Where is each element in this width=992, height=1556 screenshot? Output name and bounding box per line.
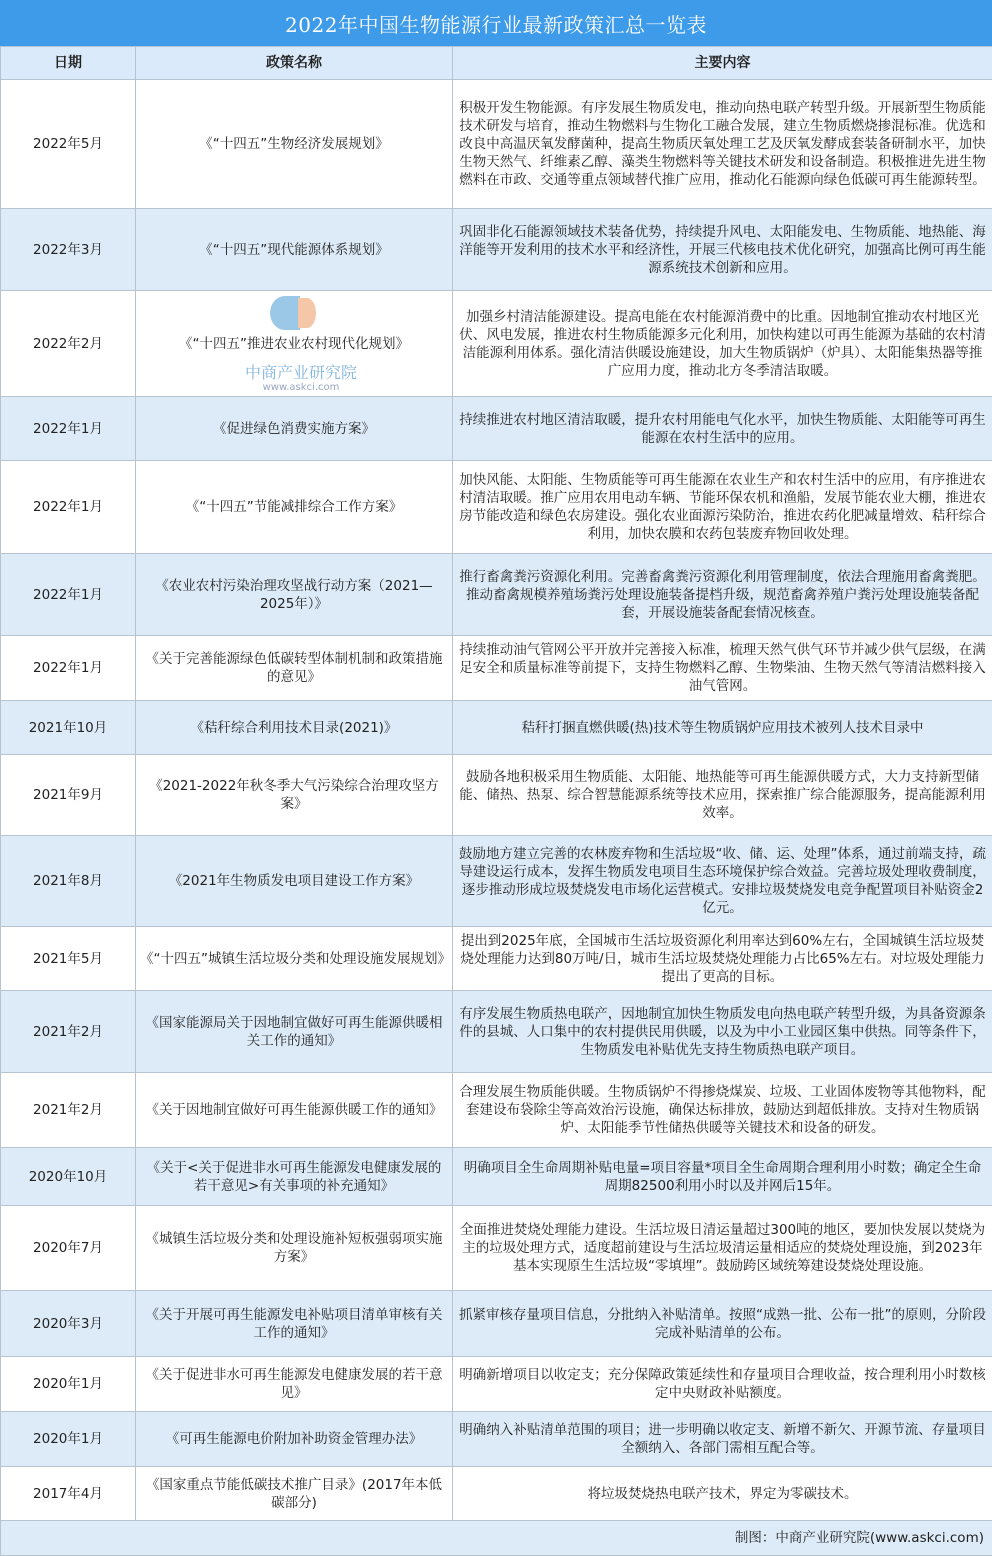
policy-name: 《城镇生活垃圾分类和处理设施补短板强弱项实施方案》	[136, 1206, 453, 1291]
table-row	[1, 209, 992, 291]
policy-content: 将垃圾焚烧热电联产技术，界定为零碳技术。	[453, 1467, 992, 1521]
policy-date: 2020年1月	[1, 1357, 136, 1412]
policy-content: 鼓励地方建立完善的农林废弃物和生活垃圾“收、储、运、处理”体系，通过前端支持，疏导建设运行成本，发挥生物质发电项目生态环境保护综合效益。完善垃圾处理收费制度，逐步推动形成垃圾焚烧发电市场化运营模式。安排垃圾焚烧发电竞争配置项目补贴资金2亿元。	[453, 836, 992, 927]
policy-date: 2022年2月	[1, 291, 136, 397]
policy-name: 《2021-2022年秋冬季大气污染综合治理攻坚方案》	[136, 755, 453, 836]
policy-date: 2020年7月	[1, 1206, 136, 1291]
table-row	[1, 1148, 992, 1206]
table-row	[1, 291, 992, 397]
policy-content: 加快风能、太阳能、生物质能等可再生能源在农业生产和农村生活中的应用，有序推进农村清洁取暖。推广应用农用电动车辆、节能环保农机和渔船，发展节能农业大棚，推进农房节能改造和绿色农房建设。强化农业面源污染防治，推进农药化肥减量增效、秸秆综合利用，加快农膜和农药包装废弃物回收处理。	[453, 461, 992, 554]
policy-content: 抓紧审核存量项目信息，分批纳入补贴清单。按照“成熟一批、公布一批”的原则，分阶段完成补贴清单的公布。	[453, 1291, 992, 1357]
table-row	[1, 1291, 992, 1357]
footer-row	[1, 1521, 992, 1556]
policy-name: 《关于<关于促进非水可再生能源发电健康发展的若干意见>有关事项的补充通知》	[136, 1148, 453, 1206]
policy-date: 2020年3月	[1, 1291, 136, 1357]
policy-content: 持续推动油气管网公平开放并完善接入标准，梳理天然气供气环节并减少供气层级，在满足安全和质量标准等前提下，支持生物燃料乙醇、生物柴油、生物天然气等清洁燃料接入油气管网。	[453, 636, 992, 701]
policy-name: 《国家重点节能低碳技术推广目录》(2017年本低碳部分)	[136, 1467, 453, 1521]
page-title: 2022年中国生物能源行业最新政策汇总一览表	[0, 0, 992, 46]
policy-name: 《国家能源局关于因地制宜做好可再生能源供暖相关工作的通知》	[136, 991, 453, 1073]
source-credit: 制图：中商产业研究院(www.askci.com)	[1, 1521, 992, 1556]
policy-name: 《关于完善能源绿色低碳转型体制机制和政策措施的意见》	[136, 636, 453, 701]
policy-content: 明确新增项目以收定支；充分保障政策延续性和存量项目合理收益，按合理利用小时数核定中央财政补贴额度。	[453, 1357, 992, 1412]
policy-date: 2021年10月	[1, 701, 136, 755]
policy-content: 明确纳入补贴清单范围的项目；进一步明确以收定支、新增不新欠、开源节流、存量项目全额纳入、各部门需相互配合等。	[453, 1412, 992, 1467]
table-row	[1, 636, 992, 701]
policy-table	[0, 46, 992, 1556]
table-row	[1, 755, 992, 836]
policy-content: 有序发展生物质热电联产，因地制宜加快生物质发电向热电联产转型升级，为具备资源条件的县城、人口集中的农村提供民用供暖，以及为中小工业园区集中供热。同等条件下，生物质发电补贴优先支持生物质热电联产项目。	[453, 991, 992, 1073]
table-header-row	[1, 47, 992, 80]
policy-name: 《“十四五”现代能源体系规划》	[136, 209, 453, 291]
policy-content: 持续推进农村地区清洁取暖，提升农村用能电气化水平，加快生物质能、太阳能等可再生能源在农村生活中的应用。	[453, 397, 992, 461]
policy-name: 《关于因地制宜做好可再生能源供暖工作的通知》	[136, 1073, 453, 1148]
policy-content: 合理发展生物质能供暖。生物质锅炉不得掺烧煤炭、垃圾、工业固体废物等其他物料，配套建设布袋除尘等高效治污设施，确保达标排放，鼓励达到超低排放。支持对生物质锅炉、太阳能季节性储热供暖等关键技术和设备的研发。	[453, 1073, 992, 1148]
table-row	[1, 1412, 992, 1467]
policy-date: 2022年1月	[1, 554, 136, 636]
policy-content: 明确项目全生命周期补贴电量=项目容量*项目全生命周期合理利用小时数；确定全生命周期82500利用小时以及并网后15年。	[453, 1148, 992, 1206]
policy-date: 2021年5月	[1, 927, 136, 991]
policy-date: 2022年5月	[1, 80, 136, 209]
policy-content: 鼓励各地积极采用生物质能、太阳能、地热能等可再生能源供暖方式，大力支持新型储能、储热、热泵、综合智慧能源系统等技术应用，探索推广综合能源服务，提高能源利用效率。	[453, 755, 992, 836]
table-row	[1, 461, 992, 554]
table-row	[1, 554, 992, 636]
policy-date: 2022年1月	[1, 397, 136, 461]
policy-name: 《关于促进非水可再生能源发电健康发展的若干意见》	[136, 1357, 453, 1412]
table-row	[1, 1467, 992, 1521]
policy-name: 《“十四五”节能减排综合工作方案》	[136, 461, 453, 554]
table-row	[1, 701, 992, 755]
policy-date: 2021年2月	[1, 991, 136, 1073]
table-row	[1, 1357, 992, 1412]
table-row	[1, 927, 992, 991]
policy-date: 2021年9月	[1, 755, 136, 836]
policy-name: 《可再生能源电价附加补助资金管理办法》	[136, 1412, 453, 1467]
policy-date: 2020年1月	[1, 1412, 136, 1467]
policy-content: 积极开发生物能源。有序发展生物质发电，推动向热电联产转型升级。开展新型生物质能技术研发与培育，推动生物燃料与生物化工融合发展，建立生物质燃烧掺混标准。优选和改良中高温厌氧发酵菌种，提高生物质厌氧处理工艺及厌氧发酵成套装备研制水平，加快生物天然气、纤维素乙醇、藻类生物燃料等关键技术研发和设备制造。积极推进先进生物燃料在市政、交通等重点领域替代推广应用，推动化石能源向绿色低碳可再生能源转型。	[453, 80, 992, 209]
policy-content: 加强乡村清洁能源建设。提高电能在农村能源消费中的比重。因地制宜推动农村地区光伏、风电发展，推进农村生物质能源多元化利用，加快构建以可再生能源为基础的农村清洁能源利用体系。强化清洁供暖设施建设，加大生物质锅炉（炉具）、太阳能集热器等推广应用力度，推动北方冬季清洁取暖。	[453, 291, 992, 397]
policy-name: 《“十四五”城镇生活垃圾分类和处理设施发展规划》	[136, 927, 453, 991]
policy-name: 《“十四五”推进农业农村现代化规划》	[136, 291, 453, 397]
policy-name: 《农业农村污染治理攻坚战行动方案（2021—2025年）》	[136, 554, 453, 636]
policy-date: 2021年8月	[1, 836, 136, 927]
policy-date: 2017年4月	[1, 1467, 136, 1521]
header-date: 日期	[1, 47, 136, 80]
policy-date: 2022年1月	[1, 636, 136, 701]
policy-name: 《“十四五”生物经济发展规划》	[136, 80, 453, 209]
policy-name: 《促进绿色消费实施方案》	[136, 397, 453, 461]
policy-content: 提出到2025年底，全国城市生活垃圾资源化利用率达到60%左右，全国城镇生活垃圾焚烧处理能力达到80万吨/日，城市生活垃圾焚烧处理能力占比65%左右。对垃圾处理能力提出了更高的目标。	[453, 927, 992, 991]
header-policy-name: 政策名称	[136, 47, 453, 80]
policy-date: 2021年2月	[1, 1073, 136, 1148]
table-row	[1, 1073, 992, 1148]
policy-date: 2022年1月	[1, 461, 136, 554]
policy-content: 推行畜禽粪污资源化利用。完善畜禽粪污资源化利用管理制度，依法合理施用畜禽粪肥。推动畜禽规模养殖场粪污处理设施装备提档升级，规范畜禽养殖户粪污处理设施装备配套，开展设施装备配套情况核查。	[453, 554, 992, 636]
table-row	[1, 991, 992, 1073]
policy-name: 《秸秆综合利用技术目录(2021)》	[136, 701, 453, 755]
table-row	[1, 397, 992, 461]
policy-name: 《2021年生物质发电项目建设工作方案》	[136, 836, 453, 927]
table-row	[1, 836, 992, 927]
watermark-url: www.askci.com	[236, 382, 366, 394]
policy-content: 秸秆打捆直燃供暖(热)技术等生物质锅炉应用技术被列人技术目录中	[453, 701, 992, 755]
policy-content: 巩固非化石能源领域技术装备优势，持续提升风电、太阳能发电、生物质能、地热能、海洋能等开发利用的技术水平和经济性，开展三代核电技术优化研究，加强高比例可再生能源系统技术创新和应用。	[453, 209, 992, 291]
policy-name: 《关于开展可再生能源发电补贴项目清单审核有关工作的通知》	[136, 1291, 453, 1357]
header-content: 主要内容	[453, 47, 992, 80]
policy-date: 2020年10月	[1, 1148, 136, 1206]
watermark-name: 中商产业研究院	[236, 364, 366, 382]
table-row	[1, 1206, 992, 1291]
table-row	[1, 80, 992, 209]
policy-date: 2022年3月	[1, 209, 136, 291]
policy-content: 全面推进焚烧处理能力建设。生活垃圾日清运量超过300吨的地区，要加快发展以焚烧为主的垃圾处理方式，适度超前建设与生活垃圾清运量相适应的焚烧处理设施，到2023年基本实现原生生活垃圾“零填埋”。鼓励跨区域统筹建设焚烧处理设施。	[453, 1206, 992, 1291]
